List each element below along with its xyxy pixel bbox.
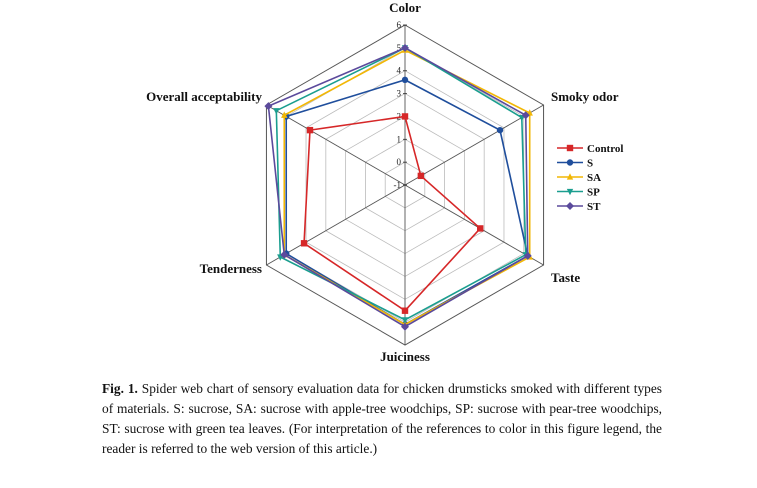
figure-label: Fig. 1.: [102, 381, 138, 396]
tick-label-2: 1: [396, 134, 401, 145]
legend-item-control: [557, 143, 623, 155]
data-point-control-2: [477, 225, 483, 231]
series-sa: [281, 46, 533, 327]
tick-label-1: 0: [396, 157, 401, 168]
data-point-sp-5: [273, 108, 279, 114]
axis-spoke-2: [405, 185, 544, 265]
axis-label-4: Tenderness: [199, 261, 262, 276]
legend-item-sa: [557, 172, 601, 184]
legend: [557, 143, 623, 213]
tick-label-3: 2: [396, 111, 401, 122]
data-point-st-5: [264, 102, 272, 110]
tick-label-5: 4: [396, 65, 401, 76]
tick-label-6: 5: [396, 42, 401, 53]
legend-label-sa: SA: [587, 172, 602, 184]
data-point-control-3: [402, 308, 408, 314]
data-point-control-1: [418, 173, 424, 179]
legend-item-sp: [557, 187, 600, 199]
series-line-sa: [284, 50, 529, 324]
legend-label-sp: SP: [587, 186, 600, 199]
figure-caption: [102, 379, 662, 459]
data-point-control-4: [301, 240, 307, 246]
axis-label-2: Taste: [551, 270, 581, 285]
axis-label-5: Overall acceptability: [146, 89, 262, 104]
legend-swatch-marker-st: [566, 202, 574, 210]
radar-tick-labels: [394, 20, 402, 190]
legend-label-s: S: [587, 157, 594, 170]
tick-label-4: 3: [396, 88, 401, 99]
axis-label-3: Juiciness: [380, 349, 430, 364]
tick-label-0: -1: [393, 180, 401, 190]
legend-swatch-marker-control: [567, 145, 573, 151]
legend-swatch-marker-s: [567, 159, 573, 165]
data-point-st-0: [401, 44, 409, 52]
legend-label-control: Control: [587, 143, 624, 155]
data-point-s-0: [402, 77, 408, 83]
axis-label-1: Smoky odor: [551, 89, 619, 104]
legend-label-st: ST: [587, 201, 601, 213]
data-point-control-5: [307, 127, 313, 133]
legend-item-st: [557, 201, 601, 213]
data-point-s-1: [497, 127, 503, 133]
series-control: [301, 113, 484, 314]
axis-label-0: Color: [389, 0, 421, 15]
tick-label-7: 6: [396, 20, 401, 30]
figure-caption-text: Spider web chart of sensory evaluation data for chicken drumsticks smoked with different types of materials. S: sucrose, SA: sucrose with apple-tree woodchips, SP: sucrose with pear-tree woodchips, ST: sucrose with green tea leaves. (For interpretation of the references to color in this figure legend, the reader is referred to the web version of this article.): [102, 381, 662, 456]
radar-grid: [266, 25, 543, 345]
data-point-control-0: [402, 113, 408, 119]
legend-item-s: [557, 158, 593, 170]
